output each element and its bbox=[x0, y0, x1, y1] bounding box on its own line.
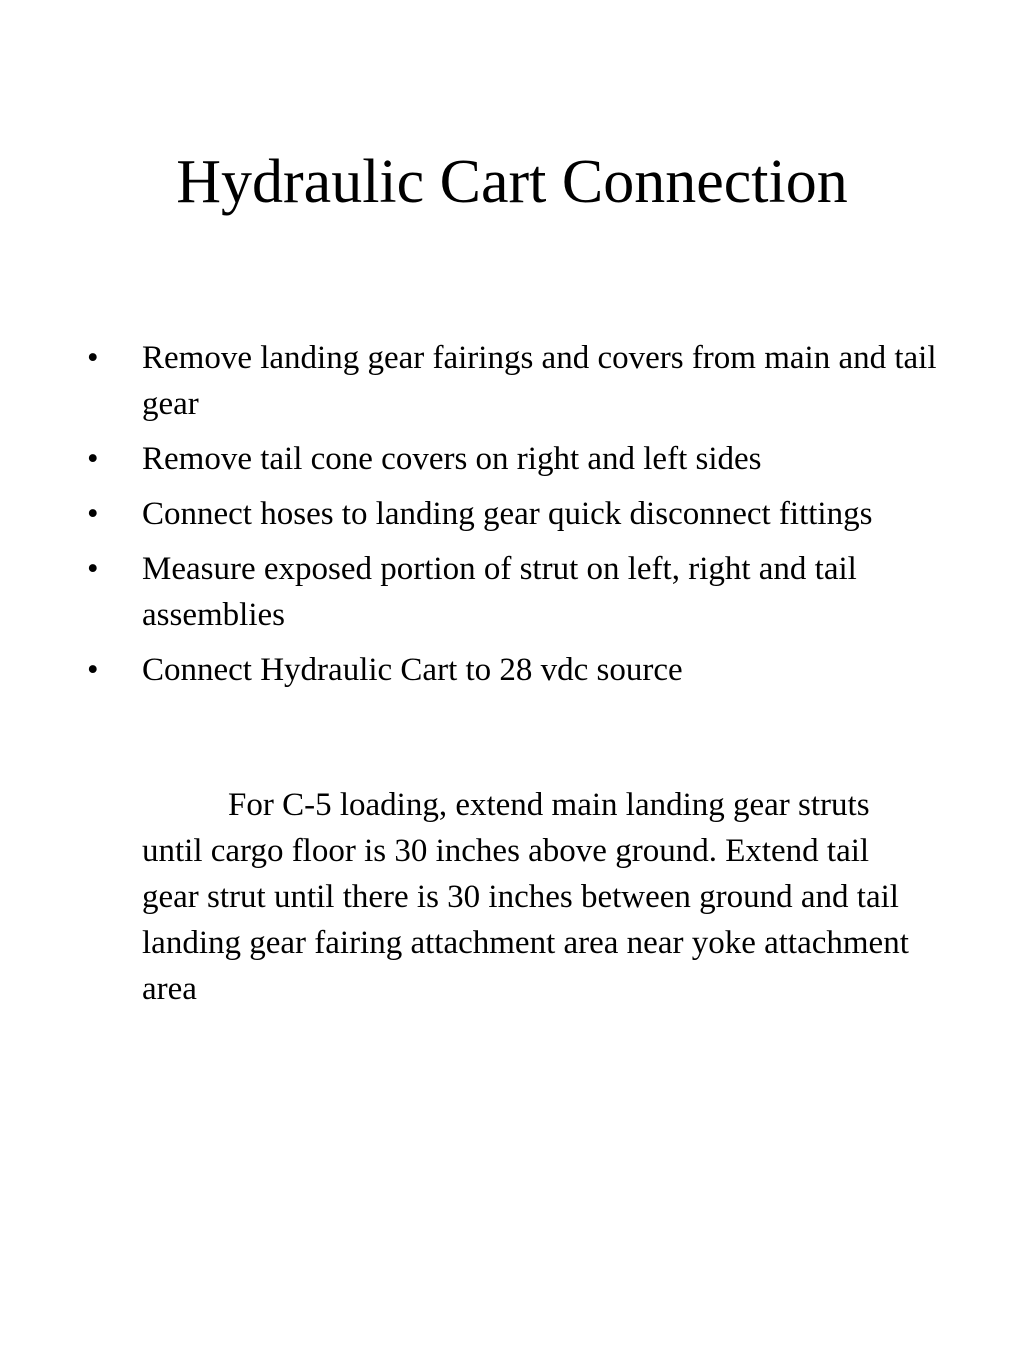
c5-loading-note: For C-5 loading, extend main landing gear struts until cargo floor is 30 inches above ground. Extend tail gear strut until there is 30 inches between ground and tail landing gear fairing attachment area near yoke attachment area bbox=[142, 787, 909, 1007]
bullet-item-remove-tail-cone bbox=[87, 436, 947, 482]
bullet-item-remove-fairings bbox=[87, 335, 947, 427]
bullet-text: Remove landing gear fairings and covers from main and tail gear bbox=[142, 340, 937, 422]
bullet-list bbox=[87, 335, 947, 702]
bullet-icon: • bbox=[87, 551, 99, 587]
slide-title: Hydraulic Cart Connection bbox=[176, 148, 848, 216]
bullet-item-connect-hoses bbox=[87, 491, 947, 537]
bullet-text: Measure exposed portion of strut on left, right and tail assemblies bbox=[142, 551, 857, 633]
bullet-icon: • bbox=[87, 441, 99, 477]
bullet-text: Remove tail cone covers on right and left sides bbox=[142, 441, 762, 477]
bullet-item-connect-cart bbox=[87, 647, 947, 693]
bullet-item-measure-strut bbox=[87, 546, 947, 638]
bullet-icon: • bbox=[87, 652, 99, 688]
bullet-text: Connect Hydraulic Cart to 28 vdc source bbox=[142, 652, 683, 688]
bullet-icon: • bbox=[87, 340, 99, 376]
bullet-icon: • bbox=[87, 496, 99, 532]
bullet-text: Connect hoses to landing gear quick disconnect fittings bbox=[142, 496, 873, 532]
